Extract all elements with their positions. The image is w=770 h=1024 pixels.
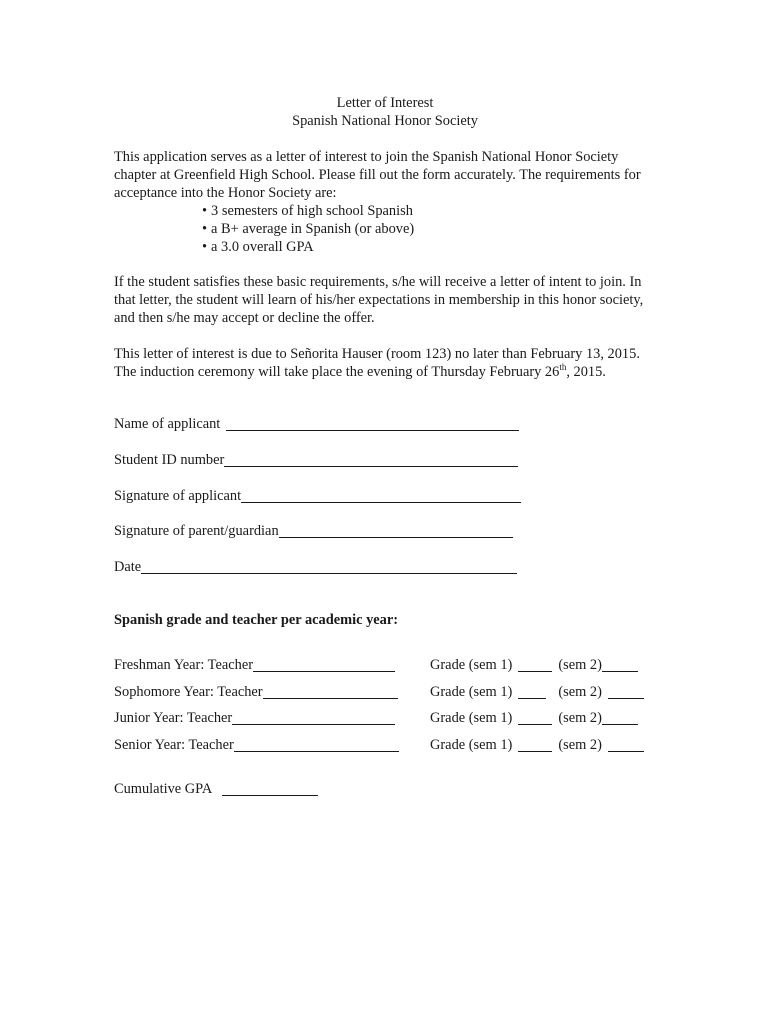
sem1-grade-input-line[interactable] [518,657,552,672]
sem2-grade-input-line[interactable] [602,657,638,672]
grade-row-sophomore [114,683,398,701]
sem2-grade-input-line[interactable] [602,710,638,725]
teacher-input-line[interactable] [253,657,395,672]
requirement-item: • a B+ average in Spanish (or above) [202,220,414,238]
grade-fields-senior [430,736,644,754]
grade-sem1-label: Grade (sem 1) [430,684,513,700]
grade-row-freshman [114,656,395,674]
parent-signature-field [114,522,513,540]
grade-row-senior [114,736,399,754]
cumulative-gpa-input-line[interactable] [222,781,318,796]
grade-sem2-label: (sem 2) [558,657,602,673]
deadline-year: , 2015. [566,364,606,380]
teacher-input-line[interactable] [234,737,399,752]
grade-sem1-label: Grade (sem 1) [430,710,513,726]
student-id-input-line[interactable] [224,452,518,467]
applicant-signature-field [114,487,521,505]
parent-signature-input-line[interactable] [279,523,513,538]
grade-sem1-label: Grade (sem 1) [430,657,513,673]
deadline-text: This letter of interest is due to Señorita Hauser (room 123) no later than February 13, 2015. The induction ceremony will take place the evening of Thursday February 26 [114,346,640,380]
applicant-name-label: Name of applicant [114,416,221,432]
teacher-input-line[interactable] [232,710,395,725]
year-teacher-label: Junior Year: Teacher [114,710,233,726]
grade-sem2-label: (sem 2) [558,684,602,700]
applicant-signature-label: Signature of applicant [114,488,242,504]
year-teacher-label: Sophomore Year: Teacher [114,684,263,700]
date-label: Date [114,559,142,575]
year-teacher-label: Senior Year: Teacher [114,737,234,753]
student-id-field [114,451,518,469]
applicant-name-input-line[interactable] [226,416,519,431]
sem2-grade-input-line[interactable] [608,684,644,699]
grade-sem2-label: (sem 2) [558,737,602,753]
date-field [114,558,517,576]
requirement-item: • a 3.0 overall GPA [202,238,414,256]
grade-fields-junior [430,709,638,727]
student-id-label: Student ID number [114,452,225,468]
parent-signature-label: Signature of parent/guardian [114,523,279,539]
grade-sem2-label: (sem 2) [558,710,602,726]
requirement-item: • 3 semesters of high school Spanish [202,202,414,220]
grade-sem1-label: Grade (sem 1) [430,737,513,753]
intro-paragraph: This application serves as a letter of interest to join the Spanish National Honor Society chapter at Greenfield High School. Please fill out the form accurately. The requirements for acceptance into the Honor Society are: [114,149,641,201]
teacher-input-line[interactable] [263,684,398,699]
cumulative-gpa-field [114,780,318,798]
sem1-grade-input-line[interactable] [518,710,552,725]
sem2-grade-input-line[interactable] [608,737,644,752]
grade-fields-sophomore [430,683,644,701]
ordinal-suffix: th [559,362,567,372]
deadline-paragraph [114,345,654,381]
requirements-list [202,202,414,256]
requirements-paragraph: If the student satisfies these basic requirements, s/he will receive a letter of intent to join. In that letter, the student will learn of his/her expectations in membership in this honor society, and then s/he may accept or decline the offer. [114,274,644,326]
applicant-signature-input-line[interactable] [241,488,521,503]
year-teacher-label: Freshman Year: Teacher [114,657,253,673]
document-title: Letter of Interest [336,95,434,111]
applicant-name-field [114,415,519,433]
grade-fields-freshman [430,656,638,674]
sem1-grade-input-line[interactable] [518,684,546,699]
date-input-line[interactable] [141,559,517,574]
grades-heading: Spanish grade and teacher per academic year: [114,612,399,628]
grade-row-junior [114,709,395,727]
sem1-grade-input-line[interactable] [518,737,552,752]
cumulative-gpa-label: Cumulative GPA [114,781,213,797]
document-subtitle: Spanish National Honor Society [292,113,478,129]
